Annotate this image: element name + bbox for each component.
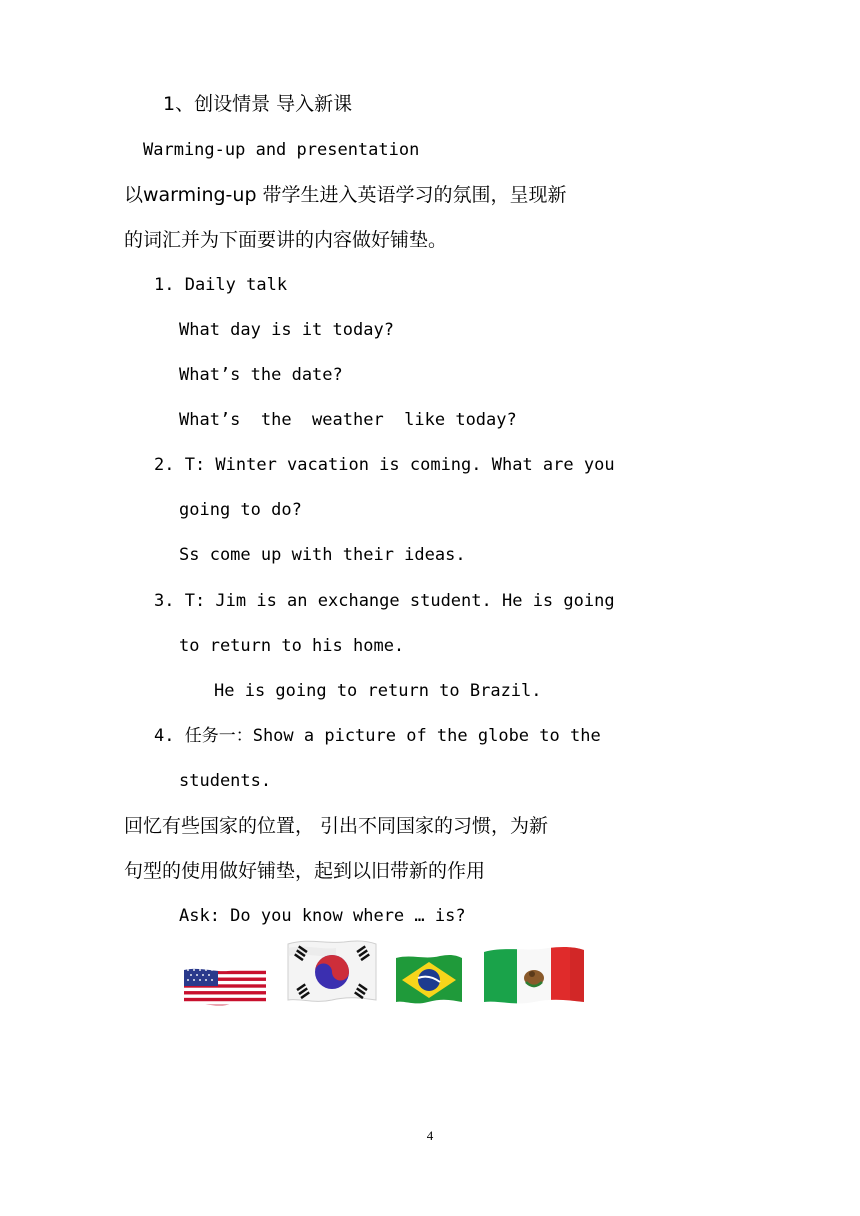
item-3-line-1: 3. T: Jim is an exchange student. He is going bbox=[154, 591, 615, 611]
intro-paragraph-line-2: 的词汇并为下面要讲的内容做好铺垫。 bbox=[124, 229, 448, 251]
mexico-flag-green bbox=[482, 944, 517, 1008]
usa-flag-stripe bbox=[182, 991, 268, 994]
recall-paragraph-line-1: 回忆有些国家的位置， 引出不同国家的习惯，为新 bbox=[124, 815, 549, 837]
taegeuk-symbol bbox=[315, 955, 349, 989]
brazil-flag bbox=[394, 952, 464, 1006]
mexico-coat-of-arms bbox=[524, 970, 544, 986]
item-2-line-3: Ss come up with their ideas. bbox=[179, 545, 466, 565]
item-3-line-2: to return to his home. bbox=[179, 636, 405, 656]
intro-paragraph-line-1: 以warming-up 带学生进入英语学习的氛围，呈现新 bbox=[124, 184, 567, 206]
item-1-question-3: What’s the weather like today? bbox=[179, 410, 517, 430]
item-1-question-2: What’s the date? bbox=[179, 365, 343, 385]
item-1-question-1: What day is it today? bbox=[179, 320, 394, 340]
mexico-flag bbox=[482, 944, 586, 1008]
item-2-line-1: 2. T: Winter vacation is coming. What are you bbox=[154, 455, 615, 475]
item-4-line-2: students. bbox=[179, 771, 272, 791]
item-1-title: 1. Daily talk bbox=[154, 275, 288, 295]
item-2-line-2: going to do? bbox=[179, 500, 302, 520]
usa-flag-stripe bbox=[182, 964, 268, 967]
south-korea-flag bbox=[286, 938, 378, 1006]
usa-flag-stripe bbox=[182, 1005, 268, 1008]
page-number: 4 bbox=[426, 1128, 434, 1143]
section-subheading: Warming-up and presentation bbox=[143, 140, 420, 160]
ask-question-line: Ask: Do you know where … is? bbox=[179, 906, 466, 926]
usa-flag bbox=[182, 964, 268, 1008]
usa-flag-stripe bbox=[182, 998, 268, 1001]
recall-paragraph-line-2: 句型的使用做好铺垫，起到以旧带新的作用 bbox=[124, 860, 486, 882]
item-3-line-3: He is going to return to Brazil. bbox=[214, 681, 542, 701]
item-4-line-1: 4. 任务一：Show a picture of the globe to the bbox=[154, 726, 601, 746]
usa-flag-canton bbox=[182, 964, 218, 986]
section-heading: 1、创设情景 导入新课 bbox=[163, 93, 353, 115]
